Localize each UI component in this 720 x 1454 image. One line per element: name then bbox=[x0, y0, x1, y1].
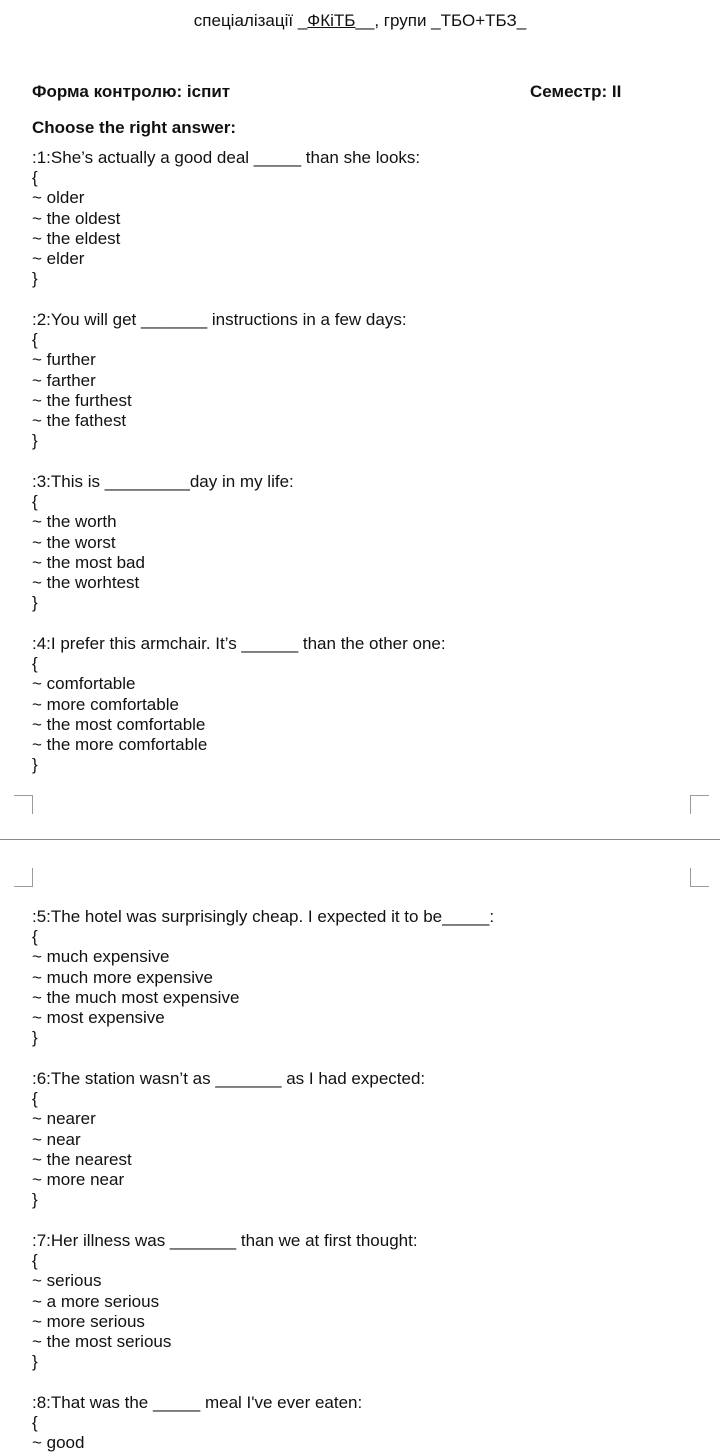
instruction: Choose the right answer: bbox=[32, 118, 237, 137]
close-brace: } bbox=[32, 431, 38, 451]
question-4 bbox=[32, 634, 446, 775]
option: ~ a more serious bbox=[32, 1291, 160, 1311]
question-5 bbox=[32, 907, 494, 1048]
option: ~ comfortable bbox=[32, 674, 136, 694]
option: ~ the worth bbox=[32, 512, 117, 532]
open-brace: { bbox=[32, 927, 38, 947]
question-2 bbox=[32, 310, 407, 451]
option: ~ farther bbox=[32, 370, 96, 390]
open-brace: { bbox=[32, 1089, 38, 1109]
question-text: :5:The hotel was surprisingly cheap. I expected it to be_____: bbox=[32, 907, 495, 926]
question-text: :3:This is _________day in my life: bbox=[32, 472, 294, 491]
page-corner-mark bbox=[14, 868, 33, 887]
question-7 bbox=[32, 1231, 418, 1372]
option: ~ the most bad bbox=[32, 552, 145, 572]
question-text: :1:She’s actually a good deal _____ than she looks: bbox=[32, 148, 421, 167]
page-separator bbox=[0, 839, 720, 840]
question-text: :4:I prefer this armchair. It’s ______ than the other one: bbox=[32, 634, 446, 653]
option: ~ the nearest bbox=[32, 1149, 132, 1169]
question-text: :2:You will get _______ instructions in a few days: bbox=[32, 310, 407, 329]
header-prefix: спеціалізації _ bbox=[193, 11, 308, 30]
question-text: :6:The station wasn’t as _______ as I had expected: bbox=[32, 1069, 426, 1088]
close-brace: } bbox=[32, 1190, 38, 1210]
close-brace: } bbox=[32, 593, 38, 613]
option: ~ older bbox=[32, 188, 85, 208]
option: ~ the more comfortable bbox=[32, 735, 208, 755]
option: ~ nearer bbox=[32, 1109, 96, 1129]
option: ~ the most comfortable bbox=[32, 714, 206, 734]
option: ~ the much most expensive bbox=[32, 987, 240, 1007]
page-corner-mark bbox=[690, 868, 709, 887]
header-groups: __, групи _ТБО+ТБЗ_ bbox=[355, 11, 527, 30]
close-brace: } bbox=[32, 1352, 38, 1372]
open-brace: { bbox=[32, 1413, 38, 1433]
option: ~ further bbox=[32, 350, 96, 370]
option: ~ most expensive bbox=[32, 1008, 165, 1028]
question-6 bbox=[32, 1069, 425, 1210]
question-text: :8:That was the _____ meal I've ever eaten: bbox=[32, 1393, 363, 1412]
open-brace: { bbox=[32, 1251, 38, 1271]
question-8 bbox=[32, 1393, 362, 1454]
open-brace: { bbox=[32, 168, 38, 188]
option: ~ the worhtest bbox=[32, 573, 140, 593]
option: ~ the furthest bbox=[32, 390, 132, 410]
page-corner-mark bbox=[14, 795, 33, 814]
option: ~ near bbox=[32, 1129, 81, 1149]
option: ~ much expensive bbox=[32, 947, 170, 967]
header-specialty: ФКіТБ bbox=[307, 11, 356, 30]
form-of-control: Форма контролю: іспит bbox=[32, 82, 231, 101]
option: ~ much more expensive bbox=[32, 967, 213, 987]
question-1 bbox=[32, 148, 420, 289]
close-brace: } bbox=[32, 269, 38, 289]
semester: Семестр: II bbox=[530, 82, 622, 101]
option: ~ more comfortable bbox=[32, 694, 179, 714]
question-text: :7:Her illness was _______ than we at first thought: bbox=[32, 1231, 418, 1250]
option: ~ the fathest bbox=[32, 411, 127, 431]
option: ~ the eldest bbox=[32, 228, 121, 248]
option: ~ the most serious bbox=[32, 1332, 172, 1352]
option: ~ the worst bbox=[32, 532, 116, 552]
option: ~ the oldest bbox=[32, 208, 121, 228]
open-brace: { bbox=[32, 654, 38, 674]
document-header bbox=[0, 10, 720, 32]
option: ~ more near bbox=[32, 1170, 125, 1190]
page-corner-mark bbox=[690, 795, 709, 814]
option: ~ more serious bbox=[32, 1311, 145, 1331]
open-brace: { bbox=[32, 492, 38, 512]
option: ~ serious bbox=[32, 1271, 102, 1291]
open-brace: { bbox=[32, 330, 38, 350]
close-brace: } bbox=[32, 755, 38, 775]
close-brace: } bbox=[32, 1028, 38, 1048]
option: ~ elder bbox=[32, 249, 85, 269]
question-3 bbox=[32, 472, 294, 613]
option: ~ good bbox=[32, 1433, 85, 1453]
